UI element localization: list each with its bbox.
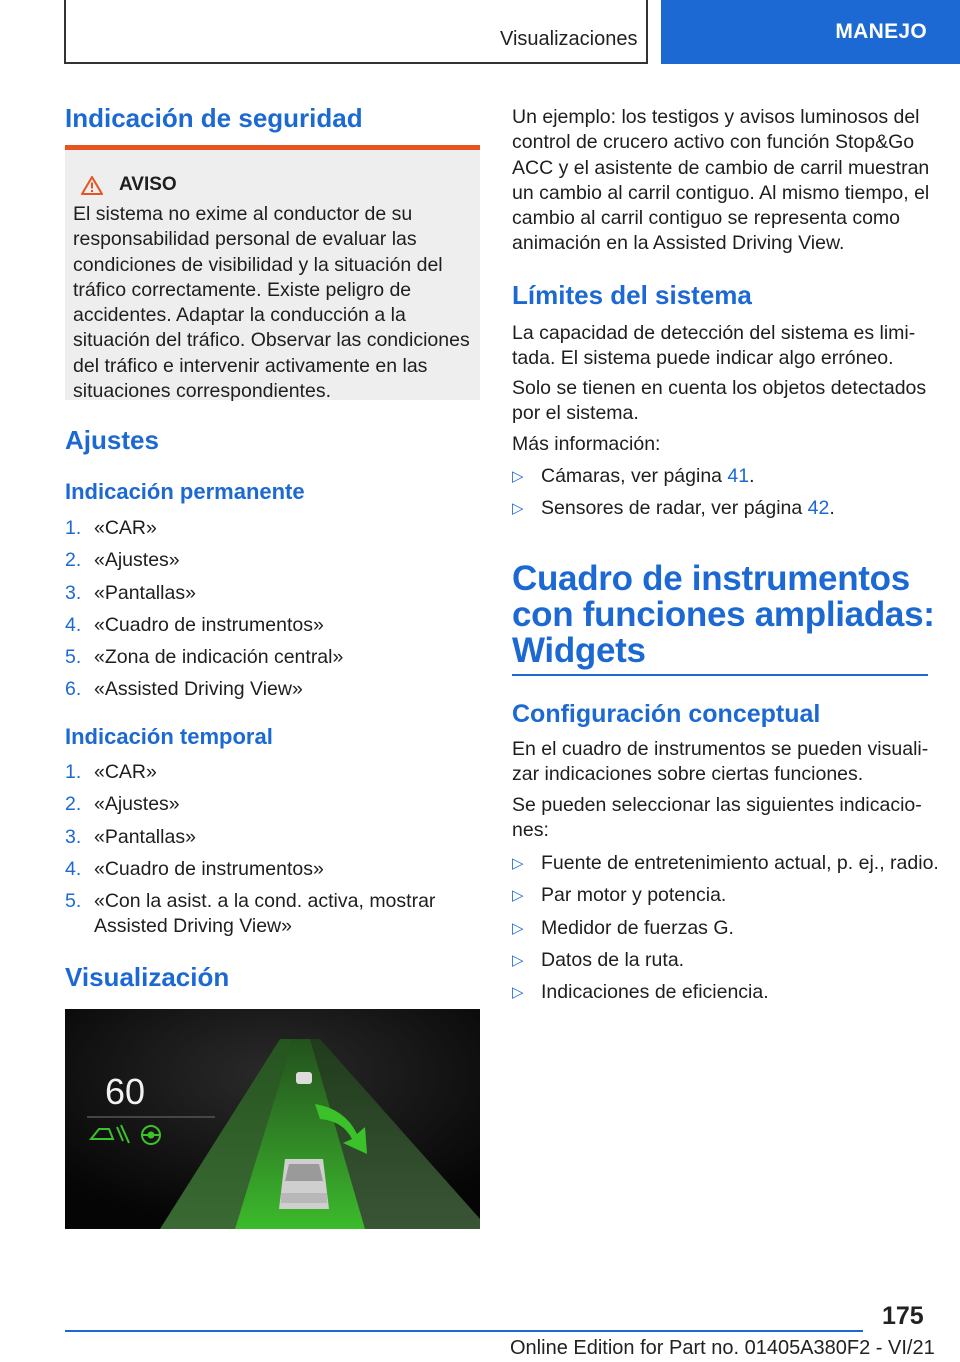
speed-readout: 60	[105, 1071, 146, 1112]
list-item	[512, 916, 952, 941]
option-text: Fuente de entretenimiento actual, p. ej., radio.	[541, 852, 939, 874]
step-text: «CAR»	[94, 517, 157, 539]
list-item	[65, 825, 480, 850]
step-number: 3.	[65, 581, 82, 604]
warning-label: AVISO	[119, 174, 177, 195]
warning-title	[81, 174, 472, 196]
step-text: «CAR»	[94, 761, 157, 783]
assisted-driving-view-image	[65, 1009, 480, 1229]
list-item	[65, 516, 480, 541]
warning-text: El sistema no exime al conductor de su responsabilidad personal de evaluar las condiciones de visibilidad y la situación del tráfico correctamente. Existe peligro de accidentes. Adaptar la conducción a la situación del tráfico. Observar las condiciones del tráfico e intervenir activamente en las situaciones correspondientes.	[73, 203, 470, 403]
step-number: 5.	[65, 646, 82, 669]
step-text: «Ajustes»	[94, 793, 180, 816]
limits-heading: Límites del sistema	[512, 280, 752, 310]
widgets-heading-line-1: Cuadro de instrumentos	[512, 559, 910, 598]
list-item	[65, 792, 480, 817]
concept-heading: Configuración conceptual	[512, 700, 821, 728]
step-text: «Cuadro de instrumentos»	[94, 857, 324, 880]
step-text: «Pantallas»	[94, 825, 196, 848]
widgets-heading-line-2: con funciones ampliadas:	[512, 595, 935, 634]
footer-rule	[65, 1330, 863, 1332]
list-item	[65, 857, 480, 882]
limits-paragraph-3: Más información:	[512, 433, 661, 455]
step-number: 1.	[65, 517, 82, 539]
page-link-42[interactable]: 42	[807, 497, 830, 520]
list-item	[512, 883, 952, 908]
warning-box	[65, 150, 480, 403]
bullet-triangle-icon: ▷	[512, 887, 524, 905]
bullet-triangle-icon: ▷	[512, 984, 524, 1002]
limits-paragraph-2: Solo se tienen en cuenta los objetos detectados por el sistema.	[512, 377, 927, 425]
list-item: ▷ Sensores de radar, ver página 42.	[512, 496, 932, 521]
step-text: «Ajustes»	[94, 549, 180, 572]
page-link-41[interactable]: 41	[727, 465, 750, 487]
step-number: 4.	[65, 857, 82, 880]
list-item	[65, 645, 480, 670]
display-heading: Visualización	[65, 962, 230, 992]
bullet-triangle-icon: ▷	[512, 951, 524, 969]
bullet-triangle-icon: ▷	[512, 919, 524, 937]
list-item	[512, 980, 952, 1005]
page-number: 175	[882, 1302, 924, 1330]
concept-paragraph-1: En el cuadro de instrumentos se pueden visualizar indicaciones sobre ciertas funciones.	[512, 738, 929, 786]
footer-edition: Online Edition for Part no. 01405A380F2 - VI/21	[510, 1337, 935, 1359]
step-number: 5.	[65, 890, 82, 913]
step-number: 4.	[65, 613, 82, 636]
driving-view-illustration	[65, 1009, 480, 1229]
step-number: 2.	[65, 549, 82, 572]
list-item	[512, 948, 952, 973]
limits-reference-list	[512, 464, 932, 529]
reference-text: Sensores de radar, ver página	[541, 497, 808, 520]
list-item	[65, 760, 480, 785]
option-text: Indicaciones de eficiencia.	[541, 981, 769, 1004]
safety-heading: Indicación de seguridad	[65, 103, 363, 133]
step-text: «Con la asist. a la cond. activa, mostrar Assisted Driving View»	[94, 890, 436, 938]
header-chapter-label: MANEJO	[835, 20, 927, 43]
example-paragraph: Un ejemplo: los testigos y avisos luminosos del control de crucero activo con función Stop&Go ACC y el asistente de cambio de carril muestran un cambio al carril contiguo. Al mismo tiempo, el cambio al carril contiguo se representa como animación en la Assisted Driving View.	[512, 106, 930, 255]
widgets-heading	[512, 561, 942, 669]
permanent-steps-list	[65, 516, 480, 710]
bullet-triangle-icon: ▷	[512, 468, 524, 485]
header-chapter-tab[interactable]	[661, 0, 960, 64]
warning-triangle-icon	[81, 176, 103, 195]
list-item	[65, 889, 480, 940]
permanent-heading: Indicación permanente	[65, 479, 305, 504]
reference-text: Cámaras, ver página	[541, 465, 728, 487]
widgets-heading-line-3: Widgets	[512, 631, 646, 670]
option-text: Par motor y potencia.	[541, 884, 727, 907]
list-item	[65, 677, 480, 702]
list-item	[65, 581, 480, 606]
step-text: «Cuadro de instrumentos»	[94, 613, 324, 636]
step-number: 3.	[65, 825, 82, 848]
temporal-heading: Indicación temporal	[65, 724, 273, 749]
list-item	[65, 548, 480, 573]
widget-options-list	[512, 851, 952, 1012]
bullet-triangle-icon: ▷	[512, 855, 524, 872]
list-item: ▷ Cámaras, ver página 41.	[512, 464, 932, 489]
step-number: 6.	[65, 678, 82, 701]
step-text: «Pantallas»	[94, 581, 196, 604]
step-text: «Assisted Driving View»	[94, 678, 303, 701]
list-item	[512, 851, 952, 876]
temporal-steps-list	[65, 760, 480, 947]
option-text: Medidor de fuerzas G.	[541, 916, 734, 939]
section-rule	[512, 674, 928, 676]
step-text: «Zona de indicación central»	[94, 646, 344, 669]
list-item	[65, 613, 480, 638]
step-number: 2.	[65, 793, 82, 816]
settings-heading: Ajustes	[65, 425, 159, 455]
bullet-triangle-icon: ▷	[512, 500, 524, 518]
step-number: 1.	[65, 761, 82, 783]
header-section-title: Visualizaciones	[500, 28, 638, 50]
limits-paragraph-1: La capacidad de detección del sistema es limitada. El sistema puede indicar algo erróneo.	[512, 322, 916, 370]
concept-paragraph-2: Se pueden seleccionar las siguientes indicaciones:	[512, 794, 922, 842]
option-text: Datos de la ruta.	[541, 948, 685, 971]
